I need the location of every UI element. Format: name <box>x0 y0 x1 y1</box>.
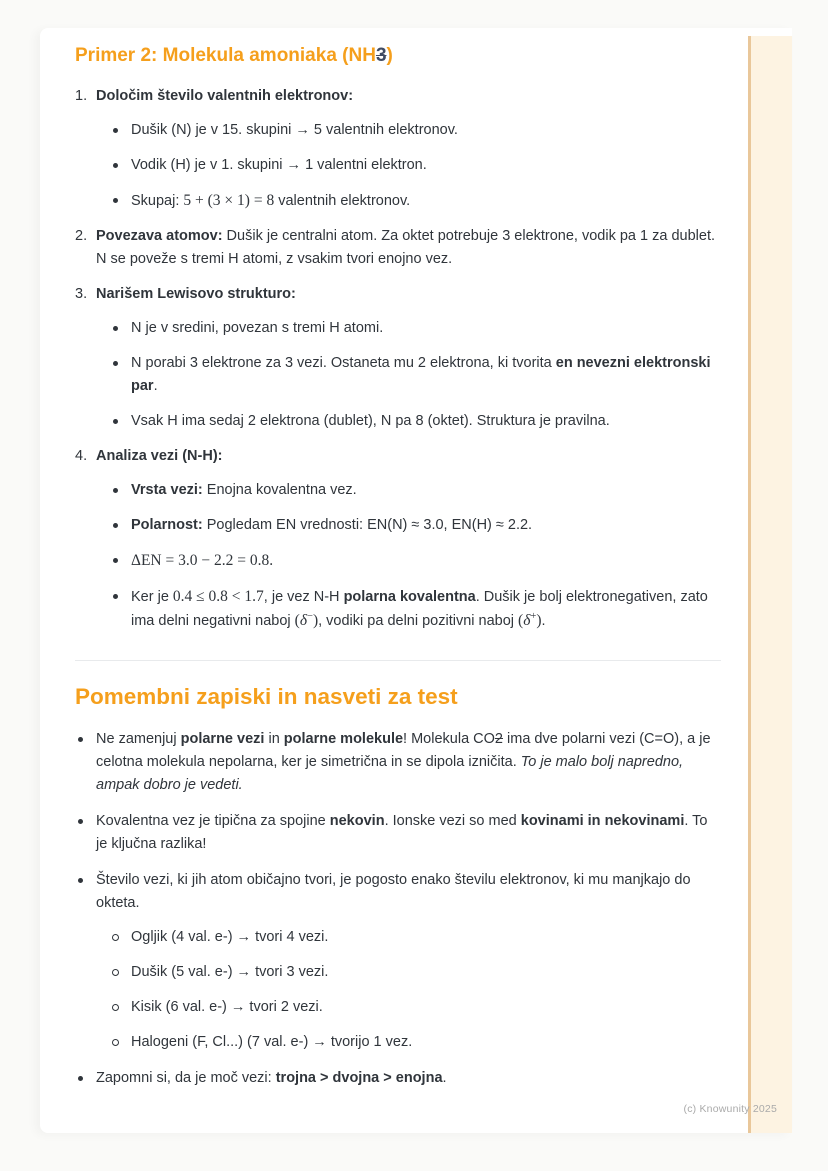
sub-list <box>110 479 721 633</box>
text-run: Pomembni zapiski in nasveti za test <box>75 684 458 709</box>
text-run: . To je ključna razlika! <box>96 813 708 852</box>
text-run: polarne vezi <box>180 731 265 747</box>
text-run: Narišem Lewisovo strukturo: <box>96 286 296 302</box>
list-item <box>75 728 721 797</box>
text-run: 0.4 ≤ 0.8 < 1.7 <box>172 588 264 605</box>
text-run: − <box>307 611 313 623</box>
list-item <box>110 1031 721 1054</box>
list-item-text <box>96 225 721 271</box>
text-run: Vrsta vezi: <box>131 482 203 498</box>
list-item-text <box>131 189 721 213</box>
text-run: ( <box>518 612 524 629</box>
text-run: Ker je <box>131 589 173 605</box>
tips-list <box>75 728 721 1090</box>
text-run: polarne molekule <box>283 731 404 747</box>
text-run: δ <box>299 612 308 629</box>
list-item-text <box>131 996 721 1019</box>
text-run: Povezava atomov: <box>96 228 223 244</box>
list-item-text <box>96 810 721 856</box>
list-item-text <box>131 410 721 433</box>
text-run: Dušik (N) je v 15. skupini → 5 valentnih elektronov. <box>131 122 458 138</box>
text-run: , vodiki pa delni pozitivni naboj <box>318 613 519 629</box>
text-run: ΔEN = 3.0 − 2.2 = 0.8. <box>131 552 274 569</box>
text-run: in <box>264 731 284 747</box>
list-item <box>75 225 721 271</box>
list-item <box>75 1067 721 1090</box>
text-run: ) <box>386 45 393 66</box>
steps-list <box>75 85 721 633</box>
sub-list <box>110 926 721 1054</box>
text-run: Pogledam EN vrednosti: EN(N) ≈ 3.0, EN(H) ≈ 2.2. <box>202 517 533 533</box>
text-run: Halogeni (F, Cl...) (7 val. e-) → tvorijo 1 vez. <box>131 1034 413 1050</box>
section-divider <box>75 660 721 661</box>
list-item-text <box>131 154 721 177</box>
list-item-text <box>96 283 721 306</box>
text-run: nekovin <box>329 813 385 829</box>
list-item-text <box>131 317 721 340</box>
list-item <box>110 479 721 502</box>
list-item <box>110 926 721 949</box>
text-run: , je vez N-H <box>263 589 344 605</box>
list-item-text <box>131 352 721 398</box>
text-run: trojna > dvojna > enojna <box>275 1070 443 1086</box>
list-item-text <box>131 961 721 984</box>
list-item <box>75 445 721 633</box>
text-run: valentnih elektronov. <box>274 193 411 209</box>
list-item-text <box>131 119 721 142</box>
text-run: Vodik (H) je v 1. skupini → 1 valentni elektron. <box>131 157 427 173</box>
document-content <box>75 43 721 1103</box>
watermark: (c) Knowunity 2025 <box>683 1103 777 1115</box>
page-edge-strip <box>748 36 792 1133</box>
list-item-text <box>96 1067 721 1090</box>
list-item <box>75 283 721 433</box>
text-run: Kovalentna vez je tipična za spojine <box>96 813 330 829</box>
list-item <box>110 410 721 433</box>
text-run: Določim število valentnih elektronov: <box>96 88 354 104</box>
text-run: δ <box>523 612 531 629</box>
text-run: . <box>541 613 546 629</box>
list-item <box>110 189 721 213</box>
text-run: kovinami in nekovinami <box>520 813 685 829</box>
text-run: . <box>442 1070 447 1086</box>
list-item-text <box>131 549 721 573</box>
text-run: Vsak H ima sedaj 2 elektrona (dublet), N pa 8 (oktet). Struktura je pravilna. <box>131 413 610 429</box>
list-item-text <box>131 926 721 949</box>
text-run: ! Molekula CO <box>403 731 495 747</box>
text-run: ) <box>536 612 542 629</box>
list-item-text <box>96 445 721 468</box>
text-run: ( <box>294 612 300 629</box>
text-run: Enojna kovalentna vez. <box>202 482 357 498</box>
text-run: 5 + (3 × 1) = 8 <box>183 192 275 209</box>
text-run: Kisik (6 val. e-) → tvori 2 vezi. <box>131 999 323 1015</box>
list-item <box>110 961 721 984</box>
list-item <box>110 317 721 340</box>
list-item <box>110 352 721 398</box>
text-run: N porabi 3 elektrone za 3 vezi. Ostaneta mu 2 elektrona, ki tvorita <box>131 355 556 371</box>
list-item-text <box>96 728 721 797</box>
document-page <box>40 28 792 1133</box>
list-item <box>110 996 721 1019</box>
sub-list <box>110 317 721 433</box>
text-run: en nevezni elektronski par <box>131 355 711 394</box>
list-item <box>75 85 721 213</box>
list-item <box>110 119 721 142</box>
text-run: polarna kovalentna <box>343 589 476 605</box>
list-item-text <box>131 1031 721 1054</box>
text-run: . Ionske vezi so med <box>384 813 521 829</box>
text-run: . <box>153 378 158 394</box>
list-item-text <box>131 514 721 537</box>
section-heading-zapiski <box>75 683 721 711</box>
list-item-text <box>131 585 721 633</box>
text-run: Ne zamenjuj <box>96 731 181 747</box>
text-run: Dušik (5 val. e-) → tvori 3 vezi. <box>131 964 329 980</box>
text-run: 2 <box>494 731 503 747</box>
text-run: Dušik je centralni atom. Za oktet potrebuje 3 elektrone, vodik pa 1 za dublet. N se poveže s tremi H atomi, z vsakim tvori enojno vez. <box>96 228 716 267</box>
text-run: Analiza vezi (N-H): <box>96 448 223 464</box>
list-item <box>110 585 721 633</box>
text-run: Skupaj: <box>131 193 184 209</box>
list-item <box>75 810 721 856</box>
list-item <box>110 549 721 573</box>
section-heading-primer-2 <box>75 43 721 68</box>
text-run: Polarnost: <box>131 517 203 533</box>
text-run: Zapomni si, da je moč vezi: <box>96 1070 276 1086</box>
text-run: To je malo bolj napredno, ampak dobro je vedeti. <box>96 754 684 793</box>
list-item <box>75 869 721 1054</box>
list-item <box>110 154 721 177</box>
text-run: Ogljik (4 val. e-) → tvori 4 vezi. <box>131 929 329 945</box>
list-item-text <box>96 85 721 108</box>
text-run: + <box>530 611 537 623</box>
sub-list <box>110 119 721 213</box>
list-item-text <box>96 869 721 915</box>
list-item-text <box>131 479 721 502</box>
text-run: 3 <box>375 45 387 66</box>
text-run: Primer 2: Molekula amoniaka (NH <box>75 45 376 66</box>
text-run: ima dve polarni vezi (C=O), a je celotna molekula nepolarna, ker je simetrična in se dipola izničita. <box>96 731 711 770</box>
list-item <box>110 514 721 537</box>
text-run: N je v sredini, povezan s tremi H atomi. <box>131 320 384 336</box>
text-run: ) <box>312 612 319 629</box>
text-run: Število vezi, ki jih atom običajno tvori, je pogosto enako številu elektronov, ki mu manjkajo do okteta. <box>96 872 691 911</box>
text-run: . Dušik je bolj elektronegativen, zato ima delni negativni naboj <box>131 589 708 629</box>
